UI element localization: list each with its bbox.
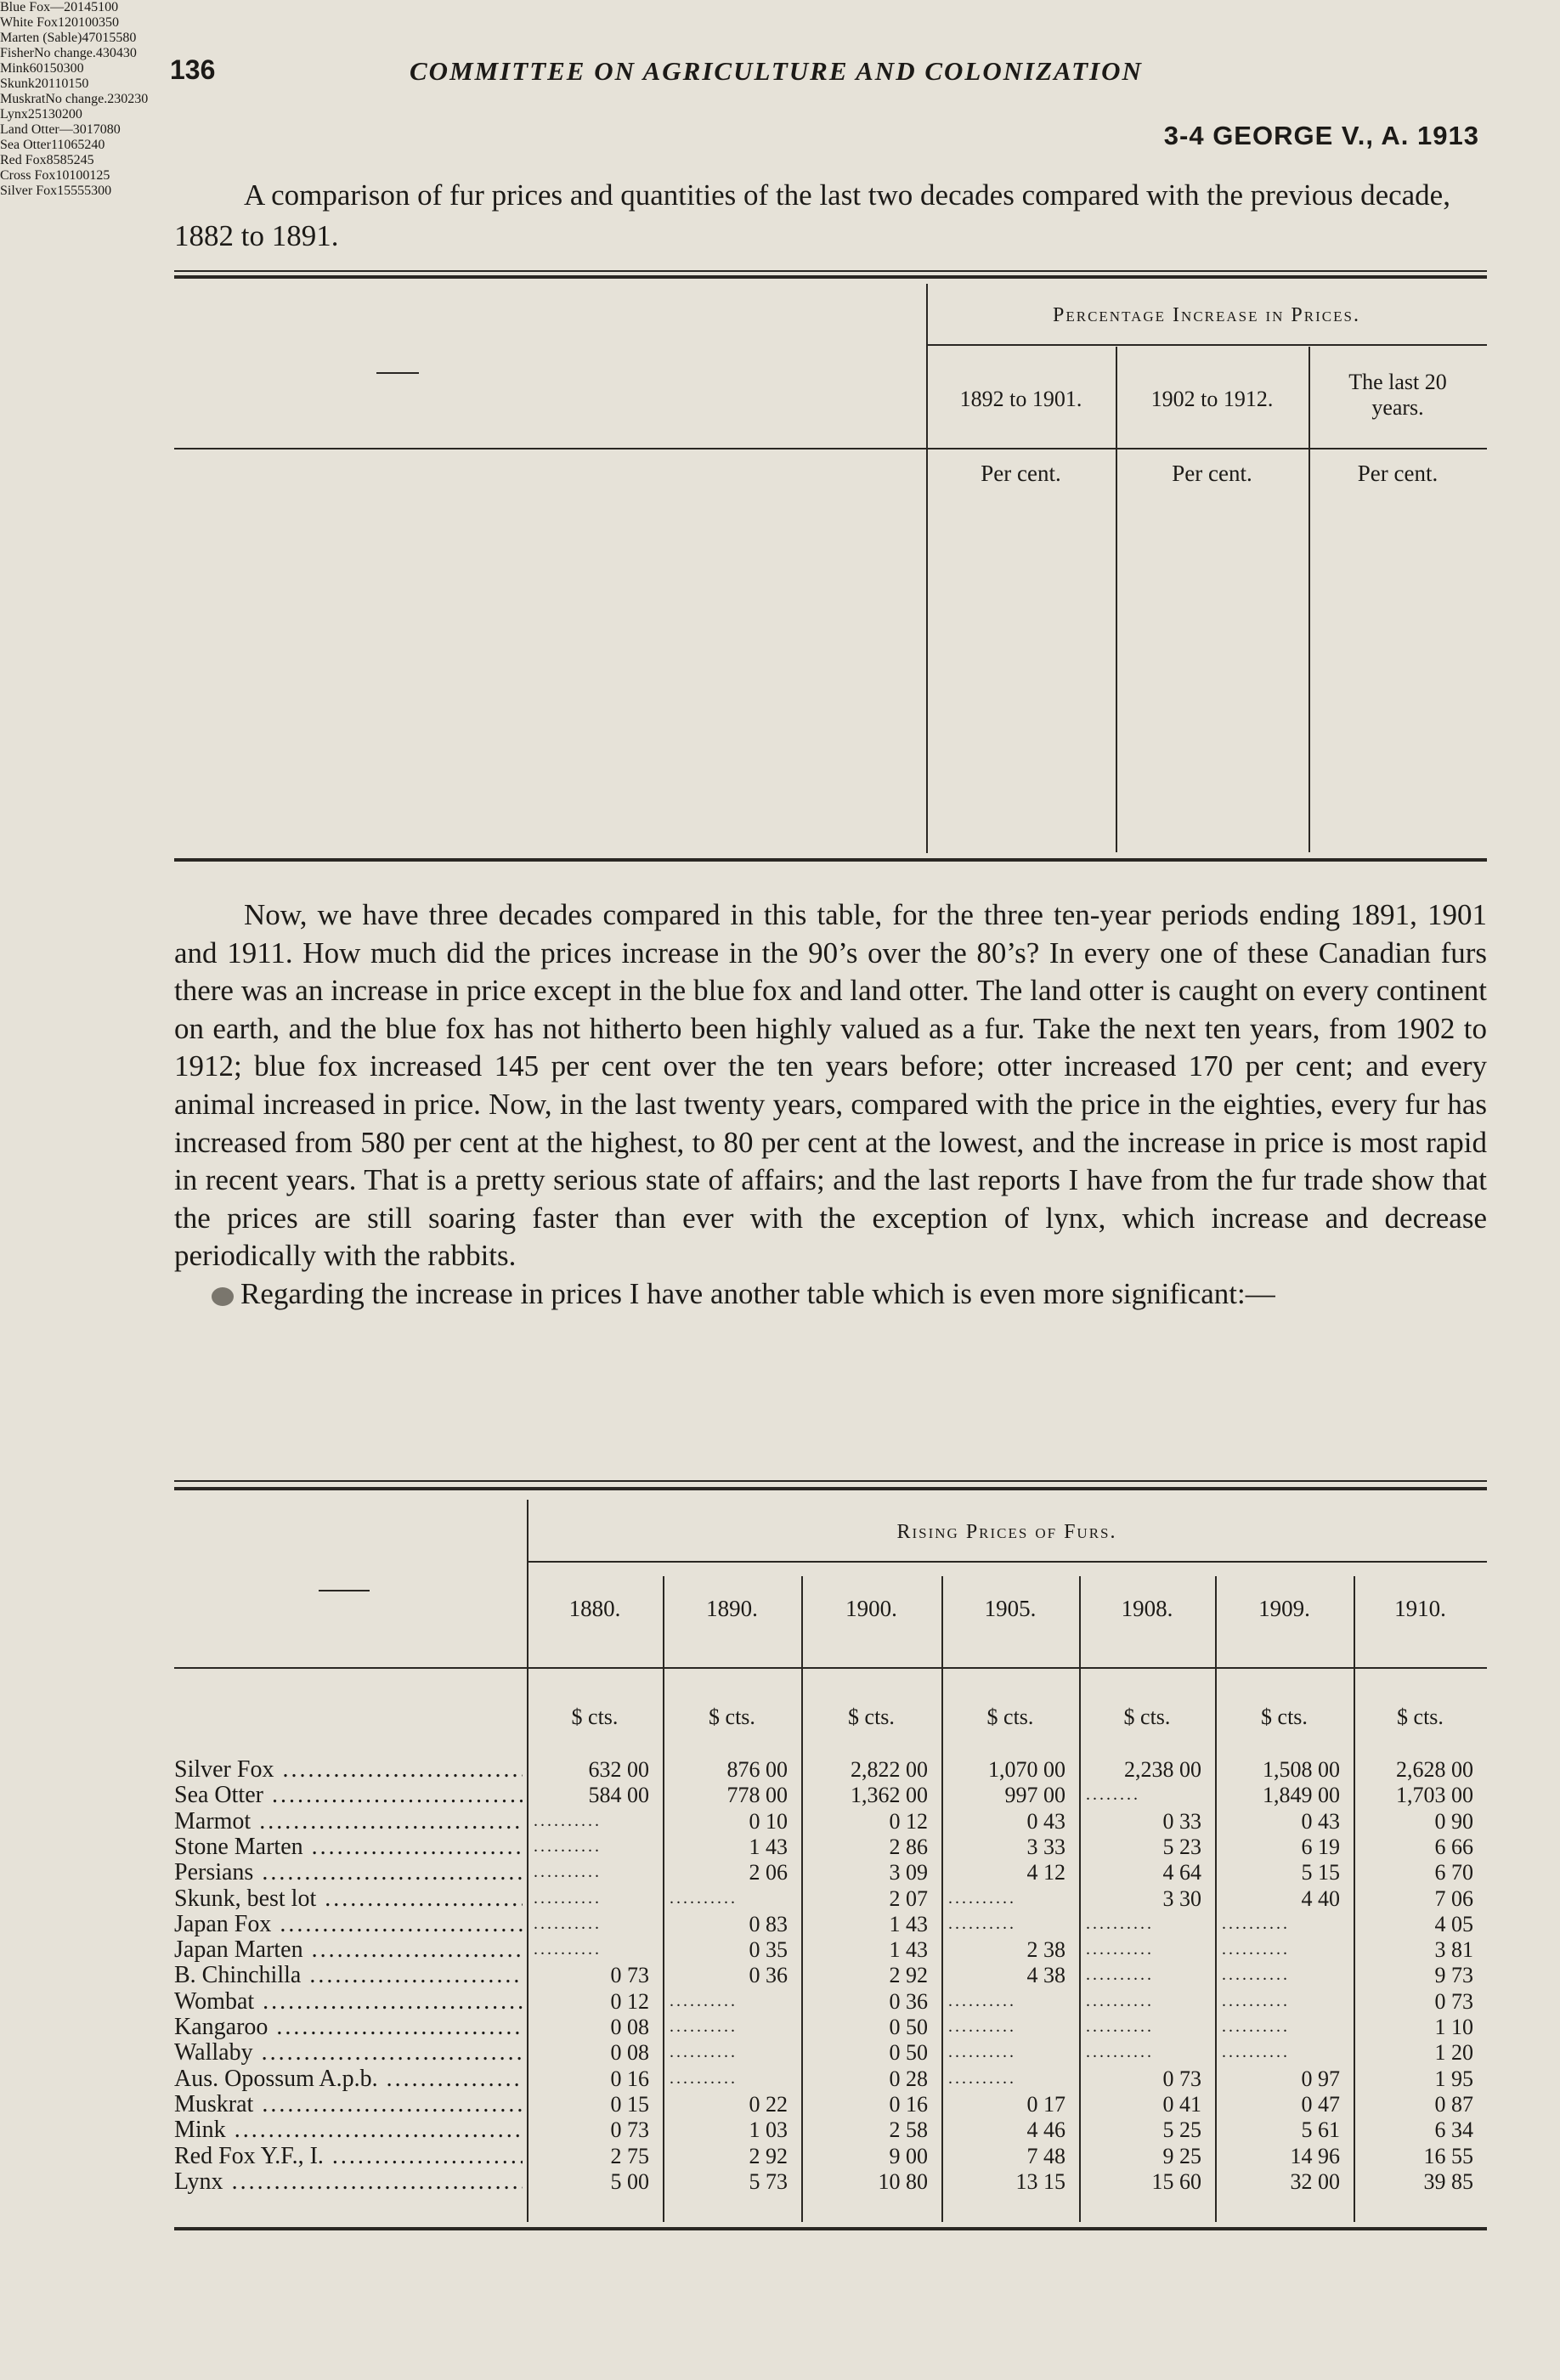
table1-cell: 150 [42,61,64,76]
table2-cell: .......... [534,1863,602,1882]
table2-cell: 10 80 [878,2168,928,2194]
table2-cell: 6 34 [1434,2117,1473,2143]
table2-cell: 1,849 00 [1263,1783,1340,1808]
table2-cell: 1 43 [749,1834,788,1859]
table2-row-name: Mink ..... [174,2117,523,2142]
table1-row-name: Land Otter [0,122,59,137]
table2-row [174,2040,1487,2065]
table1-cell: 350 [99,15,119,30]
table2-cell: 1,508 00 [1263,1757,1340,1782]
table1-cell: 100 [69,168,90,183]
table1-unit-1: Per cent. [981,461,1061,486]
table2-cell: .......... [948,2043,1016,2062]
table2-col-heading: 1910. [1394,1596,1446,1621]
table2-cell: 1 03 [749,2117,788,2143]
table2-cell: 0 36 [749,1963,788,1988]
running-title: COMMITTEE ON AGRICULTURE AND COLONIZATION [410,56,1143,86]
table2-cell: .......... [1086,1940,1154,1959]
table2-row [174,1834,1487,1859]
table2-cell: ........ [1086,1785,1140,1805]
table1-row-name: Red Fox [0,153,47,167]
table2-row [174,2092,1487,2117]
table2-row [174,1757,1487,1782]
table2-cell: .......... [1222,2043,1290,2062]
table2-cell: 6 70 [1434,1860,1473,1885]
table1-cell: 80 [106,122,121,137]
table1-cell: 145 [77,0,99,14]
table2-cell: 2,822 00 [851,1757,928,1782]
table1-cell: —30 [59,122,87,137]
table1-row-name: Lynx [0,107,28,122]
table2-group-heading: Rising Prices of Furs. [896,1521,1117,1543]
table1-cell: 245 [73,153,94,167]
table2-row [174,1912,1487,1936]
table2-cell: 2,238 00 [1124,1757,1201,1782]
table2-cell: 0 43 [1026,1808,1065,1834]
table2-row-name: Persians ..... [174,1860,523,1885]
table2-cell: .......... [534,1811,602,1830]
table2-row-name: B. Chinchilla ..... [174,1963,523,1987]
table2-cell: 0 35 [749,1937,788,1963]
table2-cell: .......... [1222,1965,1290,1985]
table2-row-name: Lynx ..... [174,2169,523,2194]
table2-row-name: Wallaby ..... [174,2040,523,2065]
table2-cell: 632 00 [588,1757,649,1782]
table2-cell: 9 00 [889,2143,928,2168]
table2-cell: 3 81 [1434,1937,1473,1963]
table1-body [0,0,1560,199]
table2-row-name: Sea Otter ..... [174,1783,523,1807]
table1-cell: 120 [58,15,78,30]
table2-col-heading: 1890. [706,1596,758,1621]
table1-cell: 65 [71,138,85,152]
table2-cell: 997 00 [1004,1783,1065,1808]
table1-col-heading-3: The last 20 years. [1348,370,1447,420]
table1-cell: 85 [59,153,74,167]
table2-cell: .......... [948,2017,1016,2036]
table1-cell: 200 [61,107,82,122]
table2-cell: 2 06 [749,1860,788,1885]
table1-cell: 60 [29,61,43,76]
table1-cell: 155 [57,184,78,198]
table1-row-name: Silver Fox [0,184,58,198]
table2-cell: 0 12 [889,1808,928,1834]
table2-cell: 0 97 [1301,2066,1340,2091]
table2-row-name: Japan Marten ..... [174,1937,523,1962]
table2-cell: 5 15 [1301,1860,1340,1885]
table2-unit: $ cts. [709,1704,755,1729]
table2-row-name: Kangaroo ..... [174,2015,523,2039]
table2-cell: 7 06 [1434,1885,1473,1911]
intro-paragraph: A comparison of fur prices and quantities of the last two decades compared with the previous decade, 1882 to 1891. [174,178,1450,252]
table2-cell: 32 00 [1290,2168,1340,2194]
table2-cell: 4 12 [1026,1860,1065,1885]
table1-cell: 230 [127,92,149,106]
table2-cell: 9 25 [1162,2143,1201,2168]
table2-cell: 0 16 [889,2091,928,2117]
table1-cell: 110 [50,138,71,152]
table1-cell: 55 [77,184,92,198]
table2-cell: 2 92 [889,1963,928,1988]
table2-cell: .......... [534,1940,602,1959]
table2-col-heading: 1900. [845,1596,897,1621]
table2-cell: 6 19 [1301,1834,1340,1859]
table1-cell: 470 [82,31,103,45]
table2-cell: 2 07 [889,1885,928,1911]
table2-cell: .......... [1086,1991,1154,2010]
table1-cell: 100 [78,15,99,30]
table2-unit: $ cts. [848,1704,895,1729]
table2-cell: 5 23 [1162,1834,1201,1859]
page-number: 136 [170,54,216,85]
table1-cell: No change. [45,92,108,106]
table1-bottom-rule [174,858,1487,862]
table2-row [174,2117,1487,2142]
table2-bottom-rule [174,2227,1487,2230]
table1-cell: 170 [86,122,107,137]
table2-cell: 0 73 [1162,2066,1201,2091]
table2-cell: 5 73 [749,2168,788,2194]
table2-cell: 0 22 [749,2091,788,2117]
table2-cell: .......... [1086,2043,1154,2062]
table2-cell: 876 00 [726,1757,788,1782]
table2-cell: .......... [948,2068,1016,2088]
table2-row-name: Skunk, best lot ..... [174,1886,523,1911]
table2-unit: $ cts. [986,1704,1034,1729]
table1-row [0,153,1560,168]
table2-row [174,2169,1487,2194]
table2-row-name: Marmot ..... [174,1809,523,1834]
table2-cell: 0 47 [1301,2091,1340,2117]
table2-cell: 13 15 [1015,2168,1065,2194]
table2-cell: .......... [1086,2017,1154,2036]
table2-cell: 4 46 [1026,2117,1065,2143]
table2-row-name: Muskrat ..... [174,2092,523,2117]
table1-row-name: Mink [0,61,30,76]
table2-cell: 0 73 [610,2117,649,2143]
table1-cell: 25 [27,107,42,122]
table1-cell: 20 [34,76,48,91]
table2-cell: 584 00 [588,1783,649,1808]
table2-cell: 3 09 [889,1860,928,1885]
table1-stub-dash [376,372,419,374]
table2-row [174,1963,1487,1987]
table2-cell: .......... [1086,1965,1154,1985]
table2-unit: $ cts. [571,1704,619,1729]
table1-cell: 150 [68,76,89,91]
table2-cell: .......... [670,1991,738,2010]
table1-cell: 110 [48,76,69,91]
table2-cell: 39 85 [1423,2168,1473,2194]
table2-cell: 0 50 [889,2040,928,2066]
table2-cell: 0 90 [1434,1808,1473,1834]
table2-cell: 0 28 [889,2066,928,2091]
table2-cell: 0 10 [749,1808,788,1834]
table1-row-name: Blue Fox [0,0,51,14]
table2-cell: 0 08 [610,2015,649,2039]
table2-cell: 0 73 [1434,1988,1473,2014]
table2-cell: 9 73 [1434,1963,1473,1988]
table2-row [174,1886,1487,1911]
table2-cell: 0 12 [610,1988,649,2014]
table2-cell: .......... [670,2017,738,2036]
table2-cell: .......... [1222,2017,1290,2036]
table2-cell: .......... [534,1914,602,1933]
table2-row [174,1783,1487,1807]
table2-cell: 1 43 [889,1911,928,1936]
table1-row-name: Skunk [0,76,35,91]
table2-cell: 4 05 [1434,1911,1473,1936]
table2-cell: 0 15 [610,2091,649,2117]
table1-cell: 85 [46,153,60,167]
table2-cell: 5 61 [1301,2117,1340,2143]
table2-cell: 0 41 [1162,2091,1201,2117]
table2-cell: .......... [1222,1991,1290,2010]
table1-row-name: Marten (Sable) [0,31,82,45]
table2-cell: .......... [1222,1914,1290,1933]
table2-cell: 1 95 [1434,2066,1473,2091]
table2-cell: .......... [670,1888,738,1908]
table2-cell: 0 87 [1434,2091,1473,2117]
table1-cell: —20 [50,0,78,14]
table1-cell: 100 [98,0,119,14]
table1-row-name: Sea Otter [0,138,51,152]
table2-cell: 0 43 [1301,1808,1340,1834]
table2-cell: 5 00 [610,2168,649,2194]
table2-cell: 15 60 [1151,2168,1201,2194]
table2-cell: 1,703 00 [1396,1783,1473,1808]
table1-cell: 430 [116,46,137,60]
table1-cell: 130 [41,107,62,122]
table2-cell: 1 20 [1434,2040,1473,2066]
table2-cell: .......... [670,2068,738,2088]
table2-cell: 2 58 [889,2117,928,2143]
session-line: 3-4 GEORGE V., A. 1913 [1163,121,1479,150]
table1-row-name: Fisher [0,46,34,60]
table2-cell: 1 10 [1434,2015,1473,2039]
table2-row-name: Aus. Opossum A.p.b. ..... [174,2066,523,2091]
table2-cell: .......... [948,1991,1016,2010]
table2-col-heading: 1905. [984,1596,1037,1621]
table2-cell: .......... [948,1914,1016,1933]
table2-cell: 0 36 [889,1988,928,2014]
table2-cell: 778 00 [726,1783,788,1808]
table2-stub-dash [319,1590,370,1591]
table1-row [0,15,1560,31]
table2-cell: 4 64 [1162,1860,1201,1885]
table2-cell: 0 08 [610,2040,649,2066]
table2-cell: .......... [670,2043,738,2062]
table2-row-name: Wombat ..... [174,1989,523,2014]
table2-row [174,1809,1487,1834]
table2-cell: 2 75 [610,2143,649,2168]
table2-unit: $ cts. [1123,1704,1171,1729]
table2-cell: 0 50 [889,2015,928,2039]
table2-cell: 7 48 [1026,2143,1065,2168]
table2-row [174,2144,1487,2168]
table2-col-heading: 1908. [1121,1596,1173,1621]
table2-cell: 2 86 [889,1834,928,1859]
table2-cell: 0 16 [610,2066,649,2091]
table2-cell: 0 83 [749,1911,788,1936]
table1-cell: 300 [63,61,84,76]
table2-row-name: Stone Marten ..... [174,1834,523,1859]
table1-cell: 240 [84,138,105,152]
table1-cell: 430 [95,46,116,60]
body-paragraph-2-text: Regarding the increase in prices I have another table which is even more significant:— [240,1276,1275,1310]
table1-row [0,31,1560,46]
table2-cell: 3 33 [1026,1834,1065,1859]
table2-top-rule-thick [174,1487,1487,1490]
table1-cell: 125 [89,168,110,183]
table1-cell: No change. [34,46,96,60]
table2-head-rule [174,1667,1487,1669]
body-paragraph-2 [174,1275,1487,1314]
table2-cell: 6 66 [1434,1834,1473,1859]
table2-cell: .......... [1222,1940,1290,1959]
table2-cell: .......... [948,1888,1016,1908]
table2-row [174,2066,1487,2091]
table2-cell: 0 73 [610,1963,649,1988]
table2-cell: .......... [534,1836,602,1856]
table2-row-name: Silver Fox ..... [174,1757,523,1782]
table2-cell: 2,628 00 [1396,1757,1473,1782]
table2-col-heading: 1909. [1258,1596,1310,1621]
table2-cell: 5 25 [1162,2117,1201,2143]
body-text [174,896,1487,1314]
table2-cell: 4 40 [1301,1885,1340,1911]
table1-unit-3: Per cent. [1357,461,1438,486]
table2-cell: .......... [534,1888,602,1908]
table1-row-name: Cross Fox [0,168,56,183]
table2-cell: 3 30 [1162,1885,1201,1911]
table2-cell: 1,070 00 [988,1757,1065,1782]
table1-row-name: Muskrat [0,92,46,106]
table2-row-name: Japan Fox ..... [174,1912,523,1936]
table2-cell: .......... [1086,1914,1154,1933]
table2-cell: 2 92 [749,2143,788,2168]
table2-cell: 14 96 [1290,2143,1340,2168]
table1-cell: 580 [116,31,137,45]
table2-cell: 0 33 [1162,1808,1201,1834]
table2-col-heading: 1880. [568,1596,621,1621]
running-head [170,54,1487,88]
table1-cell: 300 [91,184,112,198]
table1-group-heading: Percentage Increase in Prices. [1053,304,1360,326]
table1-row-name: White Fox [0,15,58,30]
table2-unit: $ cts. [1261,1704,1308,1729]
table2-group-rule [527,1561,1487,1563]
table2-cell: 16 55 [1423,2143,1473,2168]
table2-row [174,2015,1487,2039]
table2-cell: 1,362 00 [851,1783,928,1808]
ink-blot-icon [212,1287,234,1306]
table2-row [174,1860,1487,1885]
table1-cell: 10 [55,168,70,183]
table2-unit: $ cts. [1397,1704,1444,1729]
table1-row [0,0,1560,15]
table1-row [0,92,1560,107]
body-paragraph-1: Now, we have three decades compared in this table, for the three ten-year periods ending 1891, 1901 and 1911. How much did the prices increase in the 90’s over the 80’s? In every one of these Canadian furs there was an increase in price except in the blue fox and land otter. The land otter is caught on every continent on earth, and the blue fox has not hitherto been highly valued as a fur. Take the next ten years, from 1902 to 1912; blue fox increased 145 per cent over the ten years before; otter increased 170 per cent; and every animal increased in price. Now, in the last twenty years, compared with the price in the eighties, every fur has increased from 580 per cent at the highest, to 80 per cent at the lowest, and the increase in price is most rapid in recent years. That is a pretty serious state of affairs; and the last reports I have from the fur trade show that the prices are still soaring faster than ever with the exception of lynx, which increase and decrease periodically with the rabbits. [174,898,1487,1273]
table2-cell: 2 38 [1026,1937,1065,1963]
table1-unit-2: Per cent. [1172,461,1252,486]
table2-cell: 0 17 [1026,2091,1065,2117]
table2-top-rule [174,1480,1487,1482]
table1-cell: 15 [102,31,116,45]
table2-cell: 1 43 [889,1937,928,1963]
table1-cell: 230 [107,92,128,106]
table2-row [174,1937,1487,1962]
table1-col-heading-1: 1892 to 1901. [959,387,1082,411]
table2-row [174,1989,1487,2014]
table2-cell: 4 38 [1026,1963,1065,1988]
table1-col-heading-2: 1902 to 1912. [1150,387,1274,411]
table2-row-name: Red Fox Y.F., I. ..... [174,2144,523,2168]
